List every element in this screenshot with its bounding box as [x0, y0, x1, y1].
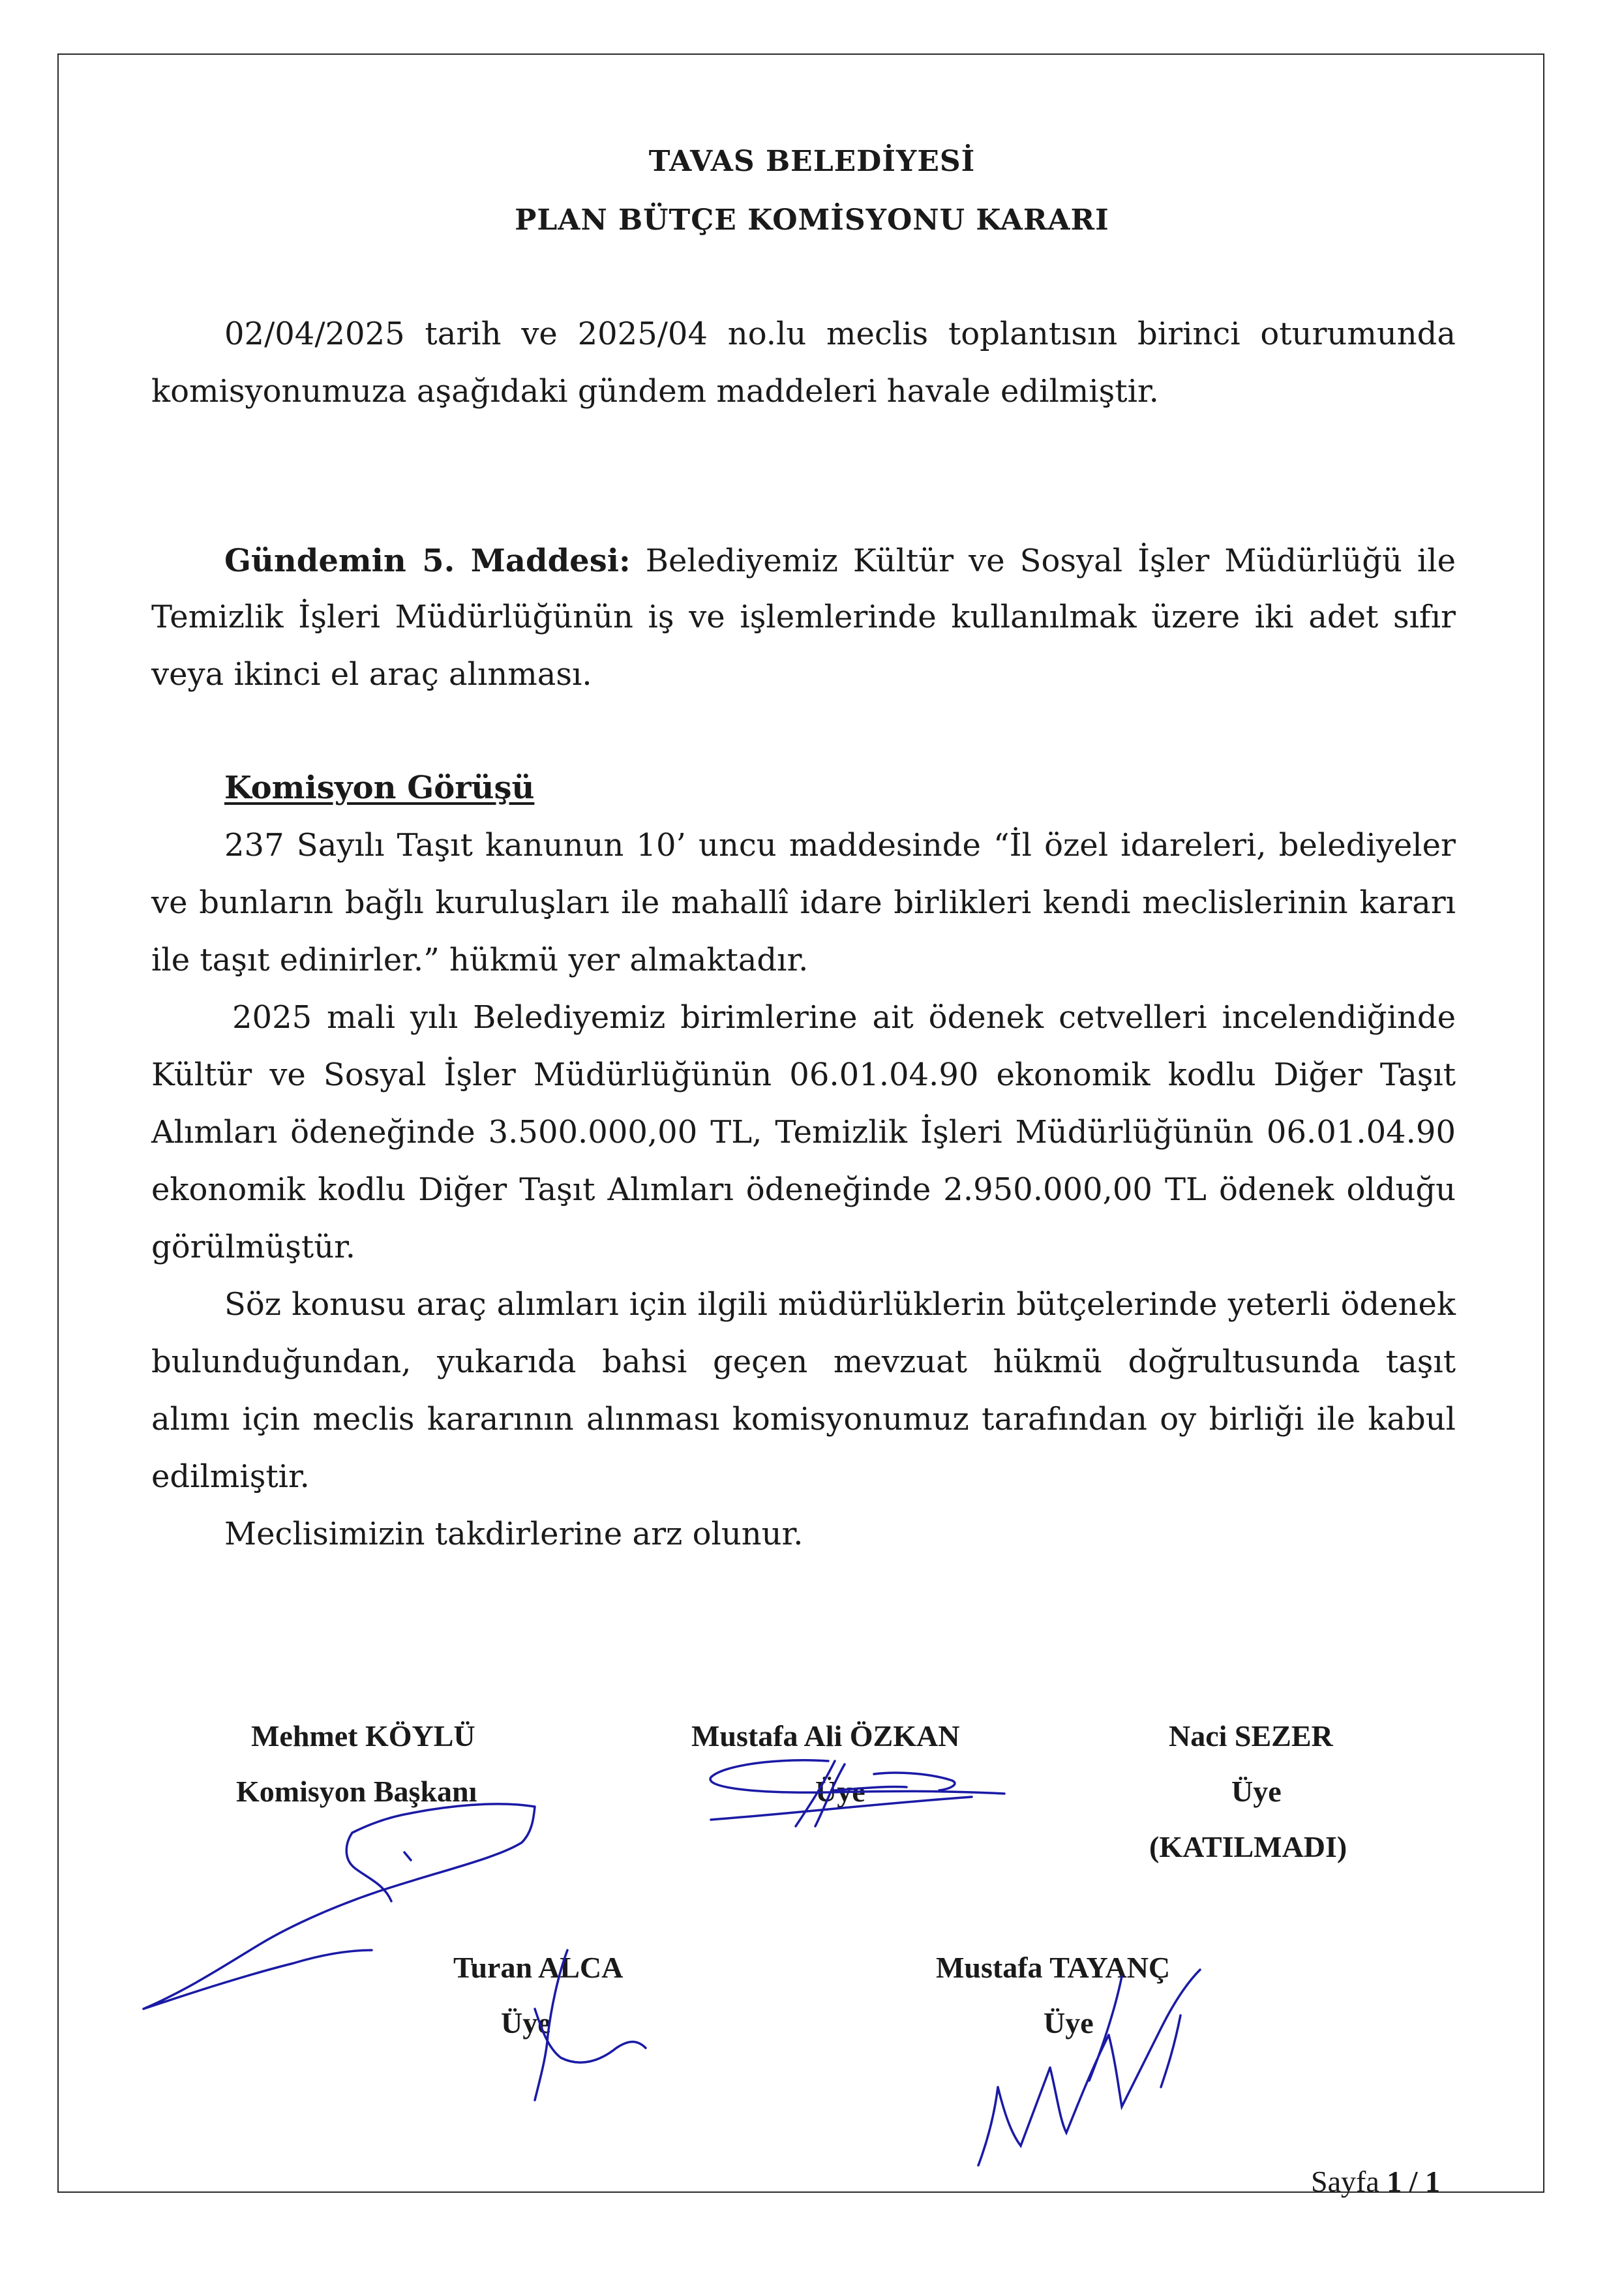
signatory-4-name: Turan ALCA	[453, 1951, 624, 1984]
signature-1-image	[130, 1787, 548, 2022]
institution-title: TAVAS BELEDİYESİ	[648, 145, 976, 178]
opinion-p3-line-3: alımı için meclis kararının alınması komisyonumuz tarafından oy birliği ile kabul	[151, 1401, 1456, 1438]
intro-line-2: komisyonumuza aşağıdaki gündem maddeleri havale edilmiştir.	[151, 373, 1159, 410]
signatory-2-name: Mustafa Ali ÖZKAN	[691, 1719, 960, 1753]
signature-2-image	[665, 1748, 1017, 1839]
signatory-4-role: Üye	[501, 2006, 551, 2040]
agenda-line-1	[224, 543, 1456, 579]
signatory-5-name: Mustafa TAYANÇ	[936, 1951, 1171, 1984]
page-number	[1311, 2164, 1440, 2199]
signatory-3-name: Naci SEZER	[1169, 1719, 1333, 1753]
signatory-1-role: Komisyon Başkanı	[236, 1775, 477, 1808]
opinion-p3-line-1: Söz konusu araç alımları için ilgili müdürlüklerin bütçelerinde yeterli ödenek	[224, 1286, 1456, 1323]
opinion-p2-line-2: Kültür ve Sosyal İşler Müdürlüğünün 06.01.04.90 ekonomik kodlu Diğer Taşıt	[151, 1057, 1456, 1093]
opinion-p2-line-4: ekonomik kodlu Diğer Taşıt Alımları ödeneğinde 2.950.000,00 TL ödenek olduğu	[151, 1171, 1456, 1208]
agenda-label: Gündemin 5. Maddesi:	[224, 543, 631, 579]
page-number-prefix: Sayfa	[1311, 2165, 1379, 2198]
signatory-3-note: (KATILMADI)	[1149, 1830, 1347, 1863]
signature-3-image	[496, 1944, 665, 2113]
opinion-p2-line-5: görülmüştür.	[151, 1229, 356, 1265]
opinion-p3-line-4: edilmiştir.	[151, 1458, 310, 1495]
opinion-p2-line-3: Alımları ödeneğinde 3.500.000,00 TL, Temizlik İşleri Müdürlüğünün 06.01.04.90	[151, 1114, 1456, 1151]
opinion-p1-line-1: 237 Sayılı Taşıt kanunun 10’ uncu maddesinde “İl özel idareleri, belediyeler	[224, 827, 1456, 864]
agenda-line-3: veya ikinci el araç alınması.	[151, 656, 592, 693]
agenda-text-1: Belediyemiz Kültür ve Sosyal İşler Müdürlüğü ile	[645, 543, 1456, 579]
signatory-1-name: Mehmet KÖYLÜ	[251, 1719, 475, 1753]
agenda-line-2: Temizlik İşleri Müdürlüğünün iş ve işlemlerinde kullanılmak üzere iki adet sıfır	[151, 599, 1456, 635]
signatory-5-role: Üye	[1044, 2006, 1094, 2040]
opinion-p1-line-2: ve bunların bağlı kuruluşları ile mahallî idare birlikleri kendi meclislerinin kararı	[151, 884, 1456, 921]
page-number-value: 1 / 1	[1387, 2165, 1441, 2198]
opinion-heading: Komisyon Görüşü	[224, 770, 535, 806]
opinion-p3-line-2: bulunduğundan, yukarıda bahsi geçen mevzuat hükmü doğrultusunda taşıt	[151, 1344, 1456, 1380]
closing-line: Meclisimizin takdirlerine arz olunur.	[224, 1516, 804, 1552]
signatory-3-role: Üye	[1231, 1775, 1282, 1808]
signatory-2-role: Üye	[815, 1775, 865, 1808]
opinion-p1-line-3: ile taşıt edinirler.” hükmü yer almaktadır.	[151, 942, 809, 978]
intro-line-1: 02/04/2025 tarih ve 2025/04 no.lu meclis toplantısın birinci oturumunda	[224, 316, 1456, 352]
opinion-p2-line-1: 2025 mali yılı Belediyemiz birimlerine ait ödenek cetvelleri incelendiğinde	[232, 999, 1456, 1036]
document-title: PLAN BÜTÇE KOMİSYONU KARARI	[515, 203, 1109, 237]
signature-4-image	[926, 1957, 1226, 2178]
